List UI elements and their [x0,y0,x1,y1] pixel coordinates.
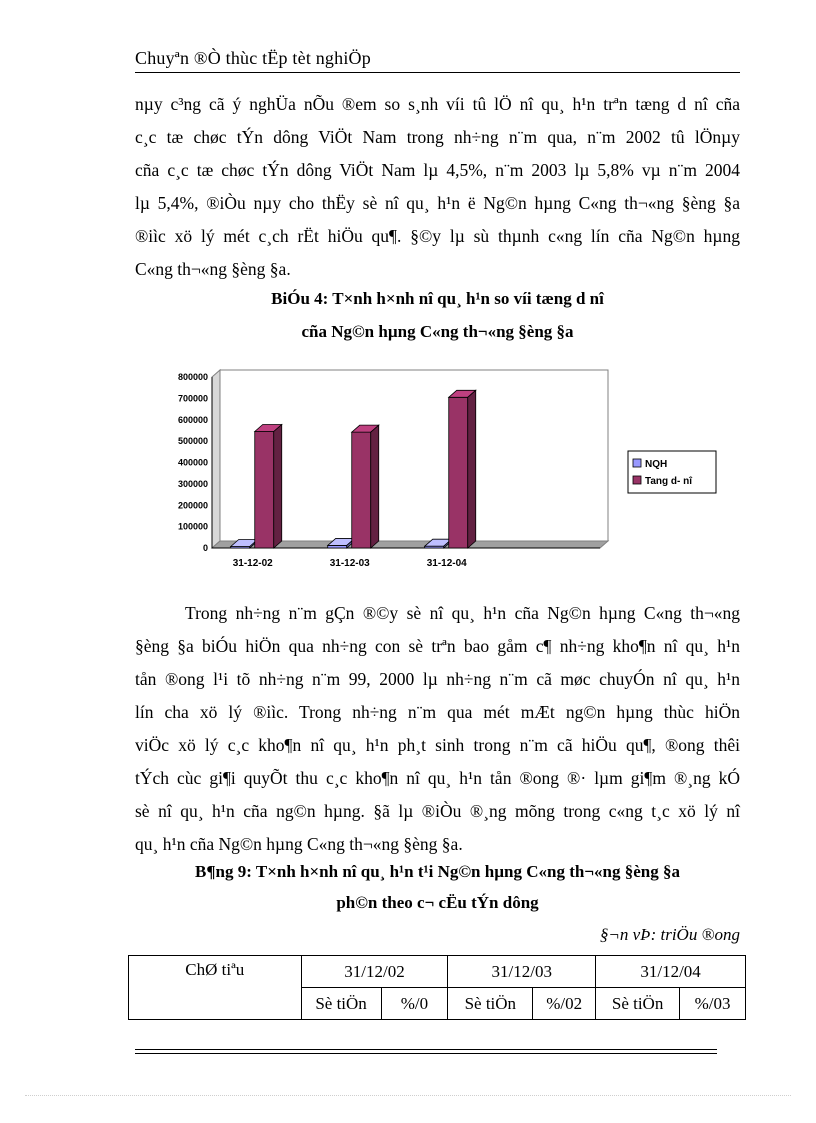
paragraph-2-line: tån ®ong l¹i tõ nh÷ng n¨m 99, 2000 lµ nh÷ng n¨m cã møc chuyÓn nî qu¸ h¹n [135,669,740,689]
chart-x-tick-labels [233,558,467,569]
chart-bar-front [255,432,274,548]
chart-bar-side [371,425,379,548]
chart-y-tick-labels [178,372,208,553]
chart-bar-side [274,425,282,548]
chart-y-tick-label: 500000 [177,436,208,447]
table-subheader: %/0 [381,988,448,1020]
paragraph-2-line: Trong nh÷ng n¨m gÇn ®©y sè nî qu¸ h¹n cña Ng©n hµng C«ng th¬«ng [185,603,740,623]
paragraph-1-line: c¸c tæ chøc tÝn dông ViÖt Nam trong nh÷ng n¨m qua, n¨m 2002 tû lÖnµy [135,127,740,147]
table-subheader: Sè tiÖn [301,988,381,1020]
chart-x-tick-label: 31-12-04 [426,558,467,569]
chart-y-tick-label: 100000 [177,521,208,532]
table-caption-line-1: B¶ng 9: T×nh h×nh nî qu¸ h¹n t¹i Ng©n hµng C«ng th¬«ng §èng §a [195,862,680,881]
table-period-header: 31/12/02 [301,956,448,988]
chart-bar-total-debt [352,425,379,548]
chart-y-tick-label: 400000 [177,457,208,468]
paragraph-2-line: sè nî qu¸ h¹n cña ng©n hµng. §ã lµ ®iÒu ®¸ng mõng trong c«ng t¸c xö lý nî [135,801,740,821]
chart-bar-total-debt [255,425,282,548]
table-subheader: %/03 [680,988,746,1020]
page-header-title: Chuyªn ®Ò thùc tËp tèt nghiÖp [135,48,371,68]
paragraph-2-line: lín cha xö lý ®iìc. Trong nh÷ng n¨m qua mét mÆt ng©n hµng thùc hiÖn [135,702,740,722]
paragraph-2-line: viÖc xö lý c¸c kho¶n nî qu¸ h¹n ph¸t sinh trong n¨m cã hiÖu qu¶, ®ong thêi [135,735,740,755]
paragraph-1-line: cña c¸c tæ chøc tÝn dông ViÖt Nam lµ 4,5%, n¨m 2003 lµ 5,8% vµ n¨m 2004 [135,160,740,180]
paragraph-1 [135,88,740,286]
table-subheader: %/02 [533,988,596,1020]
table-caption-line-2: ph©n theo c¬ cËu tÝn dông [336,893,539,912]
paragraph-1-line: C«ng th¬«ng §èng §a. [135,259,291,279]
paragraph-2 [135,597,740,861]
chart-legend-label: Tang d- nî [645,476,693,487]
footer-rule [135,1049,717,1054]
paragraph-2-line: tÝch cùc gi¶i quyÕt thu c¸c kho¶n nî qu¸ h¹n tån ®ong ®· lµm gi¶m ®¸ng kÓ [135,768,740,788]
chart-legend-swatch [633,476,641,484]
chart-bar-front [449,397,468,548]
chart-y-tick-label: 600000 [177,414,208,425]
figure-caption-line-1: BiÓu 4: T×nh h×nh nî qu¸ h¹n so víi tæng d nî [271,289,604,308]
table-subheader: Sè tiÖn [448,988,533,1020]
chart-y-tick-label: 0 [202,543,208,553]
table-header-label: ChØ tiªu [129,956,302,1020]
chart-legend-swatch [633,459,641,467]
chart-bar-side [468,390,476,548]
chart-y-tick-label: 700000 [177,393,208,404]
chart-bar-front [352,432,371,548]
chart-bar-total-debt [449,390,476,548]
paragraph-2-line: qu¸ h¹n cña Ng©n hµng C«ng th¬«ng §èng §a. [135,834,463,854]
data-table [128,955,746,1020]
table-period-header: 31/12/03 [448,956,596,988]
paragraph-1-line: lµ 5,4%, ®iÒu nµy cho thËy sè nî qu¸ h¹n ë Ng©n hµng C«ng th¬«ng §èng §a [135,193,740,213]
chart-y-tick-label: 200000 [177,500,208,511]
chart-legend-label: NQH [645,459,668,470]
page-edge-divider [25,1095,791,1096]
chart-side-wall [212,370,220,548]
paragraph-1-line: nµy c³ng cã ý nghÜa nÕu ®em so s¸nh víi tû lÖ nî qu¸ h¹n trªn tæng d nî cña [135,94,740,114]
table-subheader: Sè tiÖn [596,988,680,1020]
chart-y-tick-label: 300000 [177,478,208,489]
table-period-header: 31/12/04 [596,956,746,988]
chart-y-tick-label: 800000 [177,372,208,382]
paragraph-1-line: ®iìc xö lý mét c¸ch rËt hiÖu qu¶. §©y lµ sù thµnh c«ng lín cña Ng©n hµng [135,226,740,246]
bar-chart [170,365,730,580]
chart-x-tick-label: 31-12-03 [329,558,370,569]
paragraph-2-line: §èng §a biÓu hiÖn qua nh÷ng con sè trªn bao gåm c¶ nh÷ng kho¶n nî qu¸ h¹n [135,636,740,656]
unit-note: §¬n vÞ: triÖu ®ong [599,925,740,944]
table-header-row [129,956,746,988]
chart-x-tick-label: 31-12-02 [232,558,273,569]
header-rule [135,72,740,73]
figure-caption-line-2: cña Ng©n hµng C«ng th¬«ng §èng §a [301,322,574,341]
chart-legend [628,451,716,493]
